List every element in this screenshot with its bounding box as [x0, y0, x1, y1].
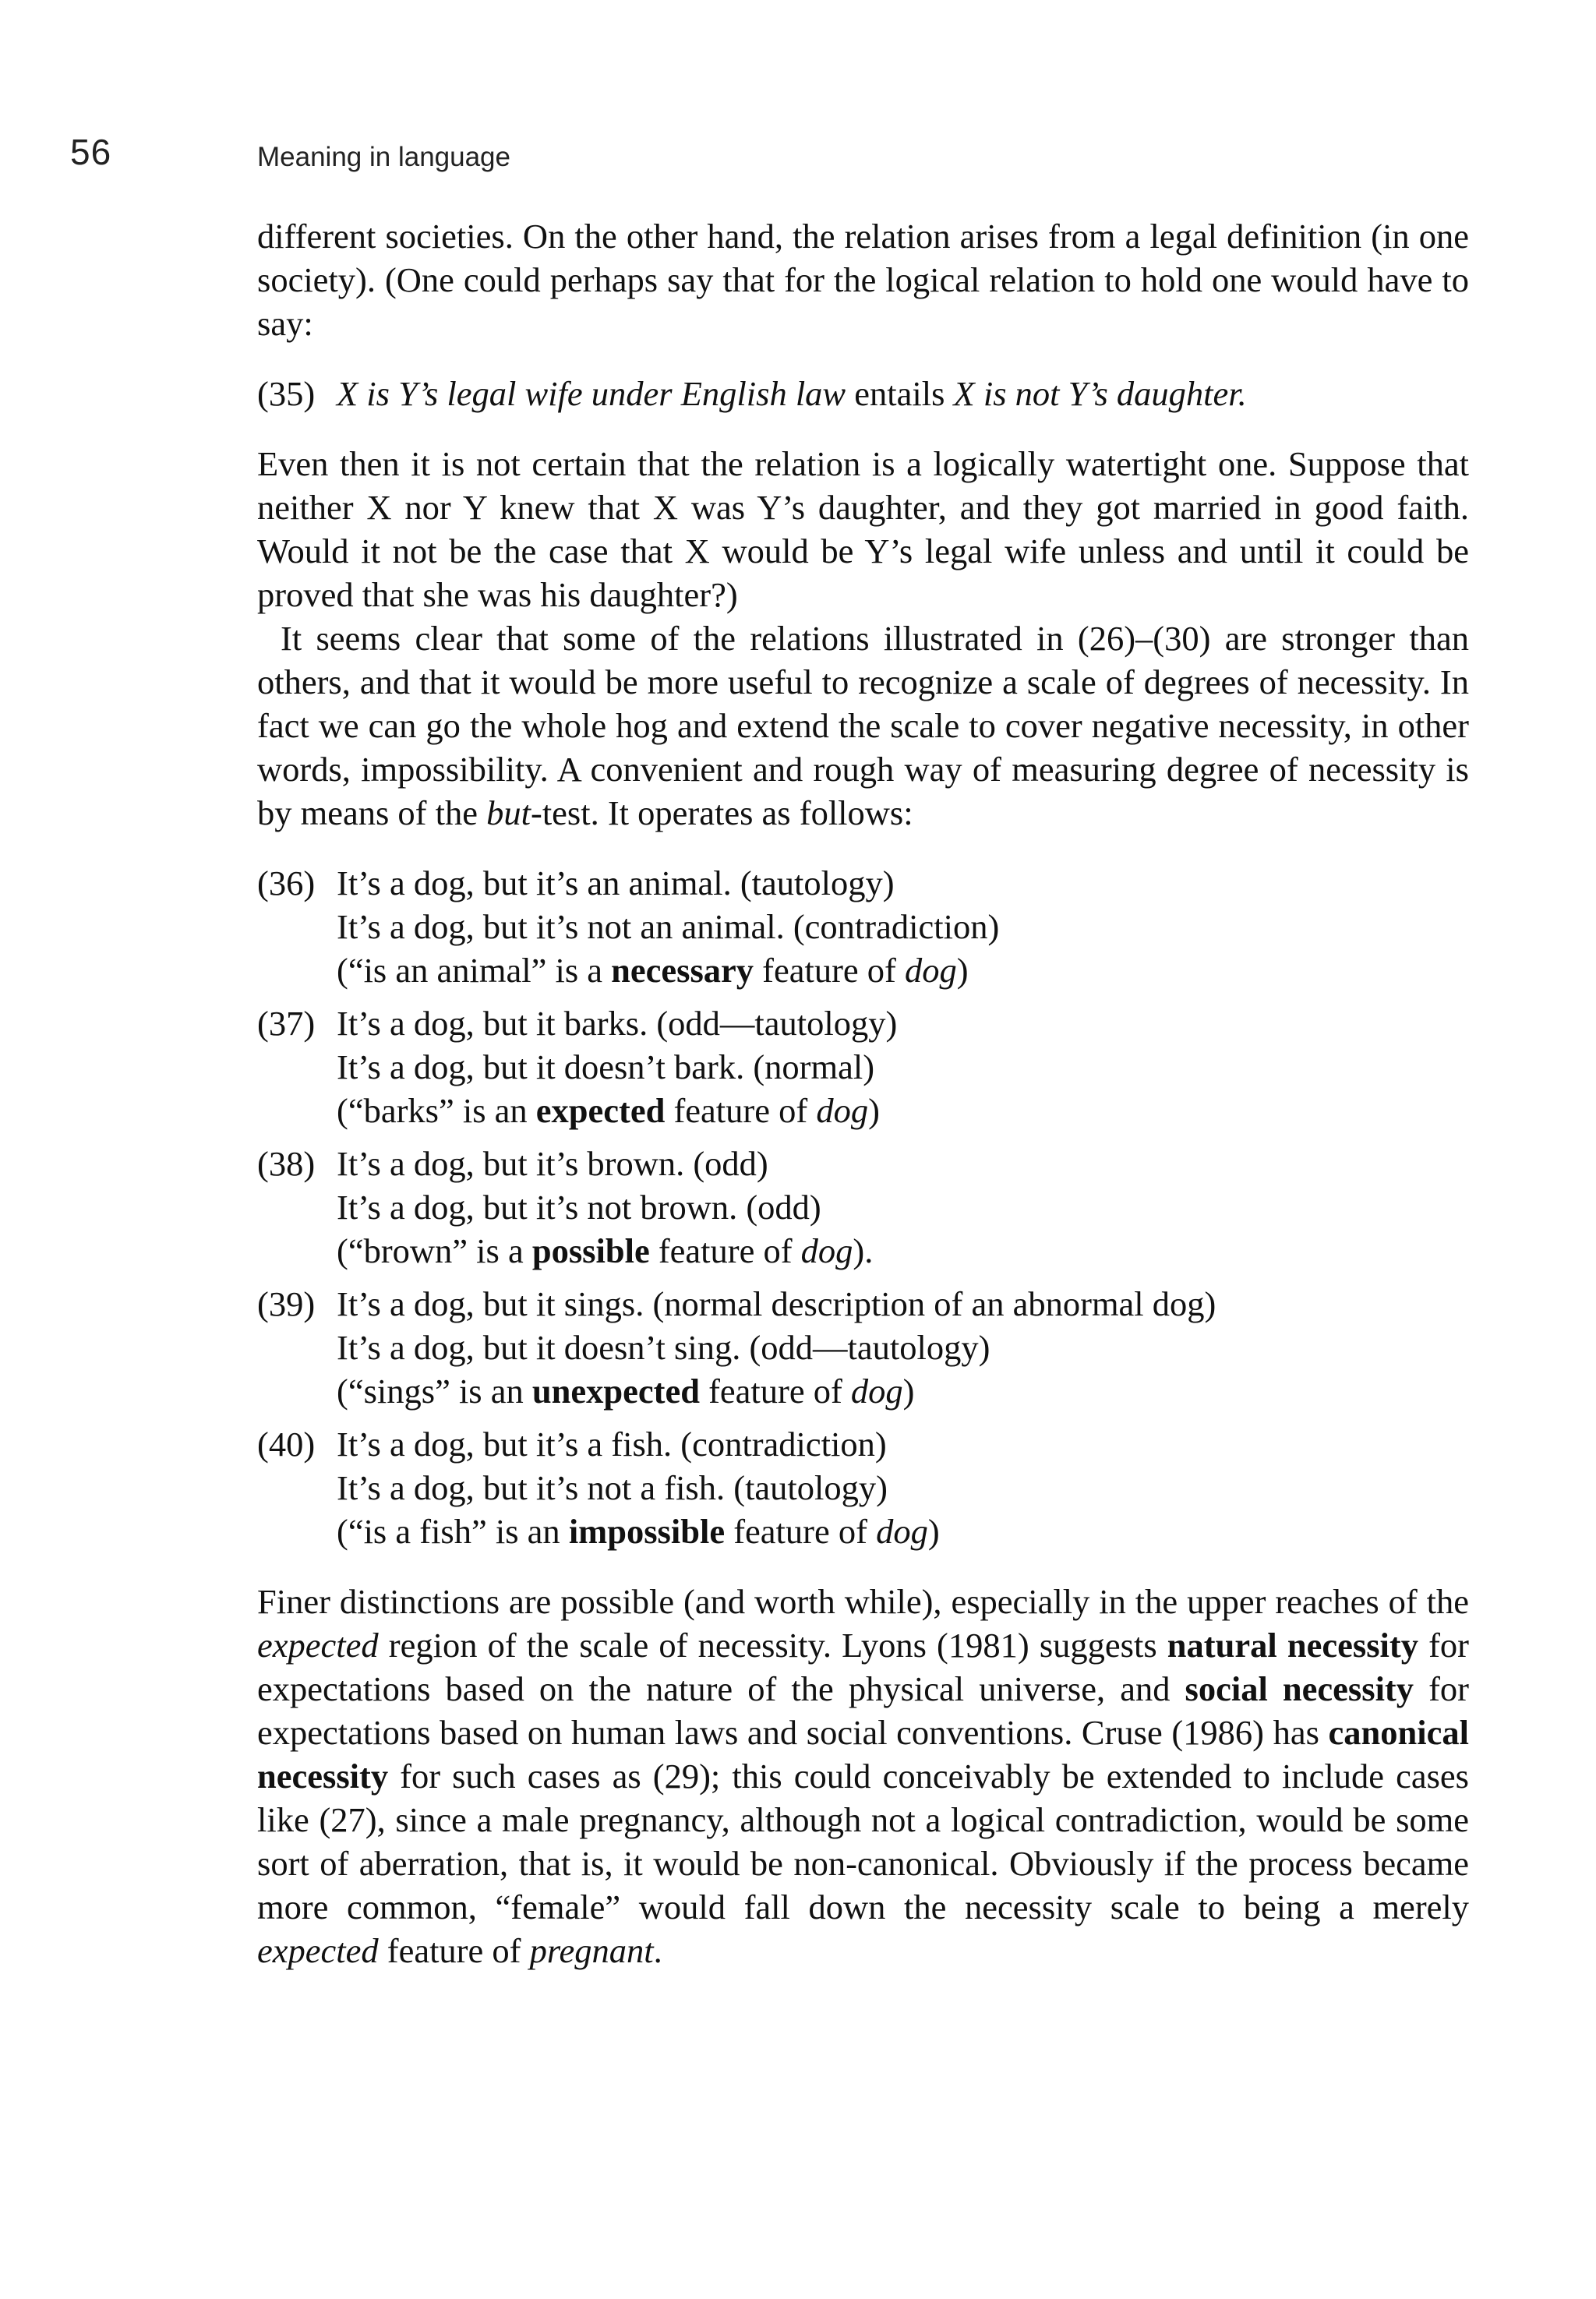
- but-word: but: [486, 793, 531, 832]
- feature-term: necessary: [611, 951, 754, 990]
- example-number: (35): [257, 374, 316, 413]
- feature-term: possible: [531, 1231, 650, 1270]
- example-line: It’s a dog, but it’s not an animal. (contradiction): [337, 907, 1000, 946]
- example-line: It’s a dog, but it’s a fish. (contradiction): [337, 1425, 887, 1464]
- example-line: It’s a dog, but it sings. (normal description of an abnormal dog): [337, 1284, 1216, 1323]
- example-gloss: (“is an animal” is a necessary feature of dog): [337, 951, 969, 990]
- running-head: [70, 131, 510, 173]
- page-number: 56: [70, 132, 112, 172]
- example-40: [257, 1422, 1469, 1553]
- example-text: [337, 372, 1469, 415]
- example-gloss: (“brown” is a possible feature of dog).: [337, 1231, 874, 1270]
- example-39: [257, 1282, 1469, 1413]
- example-line: It’s a dog, but it’s brown. (odd): [337, 1144, 768, 1183]
- pregnant-word: pregnant: [529, 1931, 654, 1970]
- example-gloss: (“is a fish” is an impossible feature of dog): [337, 1512, 940, 1551]
- example-line: It’s a dog, but it’s an animal. (tautology): [337, 863, 895, 902]
- example-word: dog: [800, 1231, 853, 1270]
- example-35: [257, 372, 1469, 415]
- feature-term: impossible: [568, 1512, 726, 1551]
- expected-term: expected: [257, 1931, 379, 1970]
- example-number: (38): [257, 1144, 316, 1183]
- social-necessity-term: social necessity: [1185, 1669, 1414, 1708]
- canonical-necessity-term: canonical necessity: [257, 1713, 1469, 1796]
- example-number: (36): [257, 863, 316, 902]
- example-36: [257, 861, 1469, 992]
- paragraph-3-text: It seems clear that some of the relations illustrated in (26)–(30) are stronger than others, and that it would be more useful to recognize a scale of degrees of necessity. In fact we can go the whole hog and extend the scale to cover negative necessity, in other words, impossibility. A convenient and rough way of measuring degree of necessity is by means of the: [257, 619, 1469, 832]
- paragraph-2: Even then it is not certain that the relation is a logically watertight one. Suppose that neither X nor Y knew that X was Y’s daughter, and they got married in good faith. Would it not be the case that X would be Y’s legal wife unless and until it could be proved that she was his daughter?): [257, 444, 1469, 614]
- example-word: dog: [850, 1372, 903, 1411]
- example-38: [257, 1142, 1469, 1273]
- example-word: dog: [816, 1091, 869, 1130]
- example-35-entails: entails: [846, 374, 954, 413]
- example-number: (39): [257, 1284, 316, 1323]
- example-line: It’s a dog, but it barks. (odd—tautology): [337, 1004, 898, 1043]
- running-title: Meaning in language: [257, 142, 510, 172]
- example-35-conclusion: X is not Y’s daughter.: [953, 374, 1247, 413]
- example-word: dog: [905, 951, 957, 990]
- paragraph-3: [257, 616, 1469, 835]
- feature-term: unexpected: [531, 1372, 700, 1411]
- example-line: It’s a dog, but it doesn’t sing. (odd—tautology): [337, 1328, 990, 1367]
- example-number: (40): [257, 1425, 316, 1464]
- expected-term: expected: [257, 1626, 379, 1665]
- example-line: It’s a dog, but it’s not a fish. (tautology): [337, 1468, 888, 1507]
- example-35-premise: X is Y’s legal wife under English law: [337, 374, 846, 413]
- example-word: dog: [876, 1512, 928, 1551]
- paragraph-3-text-end: -test. It operates as follows:: [531, 793, 913, 832]
- paragraph-1: different societies. On the other hand, the relation arises from a legal definition (in one society). (One could perhaps say that for the logical relation to hold one would have to say:: [257, 217, 1469, 343]
- example-line: It’s a dog, but it’s not brown. (odd): [337, 1188, 821, 1227]
- feature-term: expected: [535, 1091, 666, 1130]
- body-text: [257, 214, 1469, 1972]
- example-list: [257, 861, 1469, 1553]
- natural-necessity-term: natural necessity: [1167, 1626, 1418, 1665]
- example-number: (37): [257, 1004, 316, 1043]
- example-gloss: (“barks” is an expected feature of dog): [337, 1091, 880, 1130]
- paragraph-4: Finer distinctions are possible (and worth while), especially in the upper reaches of the expected region of the scale of necessity. Lyons (1981) suggests natural necessity for expectations based on the nature of the physical universe, and social necessity for expectations based on human laws and social conventions. Cruse (1986) has canonical necessity for such cases as (29); this could conceivably be extended to include cases like (27), since a male pregnancy, although not a logical contradiction, would be some sort of aberration, that is, it would be non-canonical. Obviously if the process became more common, “female” would fall down the necessity scale to being a merely expected feature of pregnant.: [257, 1582, 1469, 1970]
- example-37: [257, 1001, 1469, 1132]
- example-line: It’s a dog, but it doesn’t bark. (normal): [337, 1047, 875, 1086]
- example-gloss: (“sings” is an unexpected feature of dog): [337, 1372, 915, 1411]
